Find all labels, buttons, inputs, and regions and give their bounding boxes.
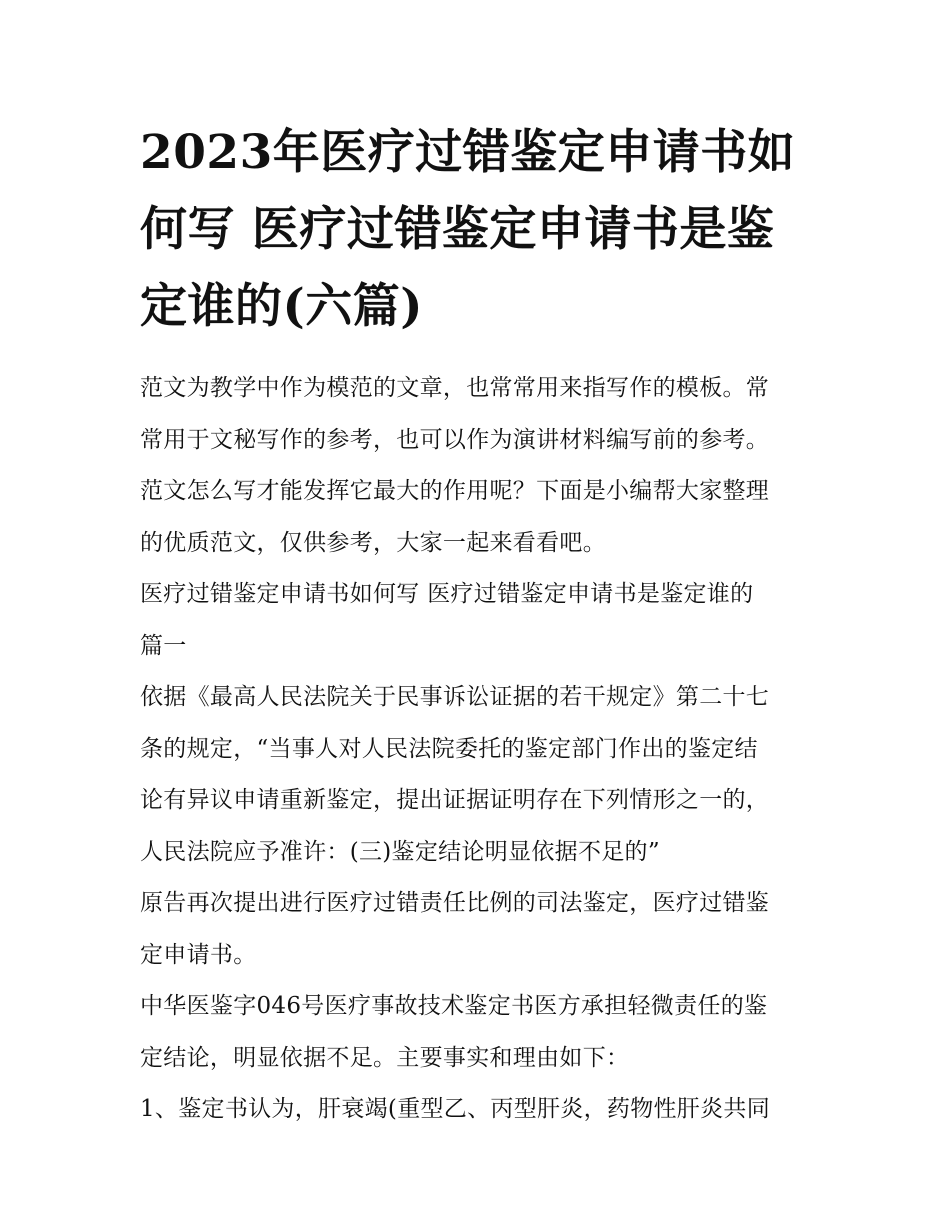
paragraph-conclusion: 中华医鉴字046号医疗事故技术鉴定书医方承担轻微责任的鉴 定结论，明显依据不足。主要事实和理由如下：	[140, 993, 768, 1071]
paragraph-item-1: 1、鉴定书认为，肝衰竭(重型乙、丙型肝炎，药物性肝炎共同	[140, 1096, 771, 1122]
document-body	[140, 363, 820, 1136]
paragraph-section-heading: 医疗过错鉴定申请书如何写 医疗过错鉴定申请书是鉴定谁的 篇一	[140, 581, 754, 659]
document-page	[140, 114, 820, 1136]
paragraph-legal-basis: 依据《最高人民法院关于民事诉讼证据的若干规定》第二十七 条的规定，“当事人对人民法院委托的鉴定部门作出的鉴定结 论有异议申请重新鉴定，提出证据证明存在下列情形之一的， 人民法院应予准许：(三)鉴定结论明显依据不足的”	[140, 684, 770, 865]
paragraph-intro: 范文为教学中作为模范的文章，也常常用来指写作的模板。常 常用于文秘写作的参考，也可以作为演讲材料编写前的参考。 范文怎么写才能发挥它最大的作用呢？下面是小编帮大家整理 的优质范文，仅供参考，大家一起来看看吧。	[140, 375, 770, 556]
document-title: 2023年医疗过错鉴定申请书如 何写 医疗过错鉴定申请书是鉴 定谁的(六篇)	[140, 125, 796, 334]
paragraph-request: 原告再次提出进行医疗过错责任比例的司法鉴定，医疗过错鉴 定申请书。	[140, 890, 770, 968]
